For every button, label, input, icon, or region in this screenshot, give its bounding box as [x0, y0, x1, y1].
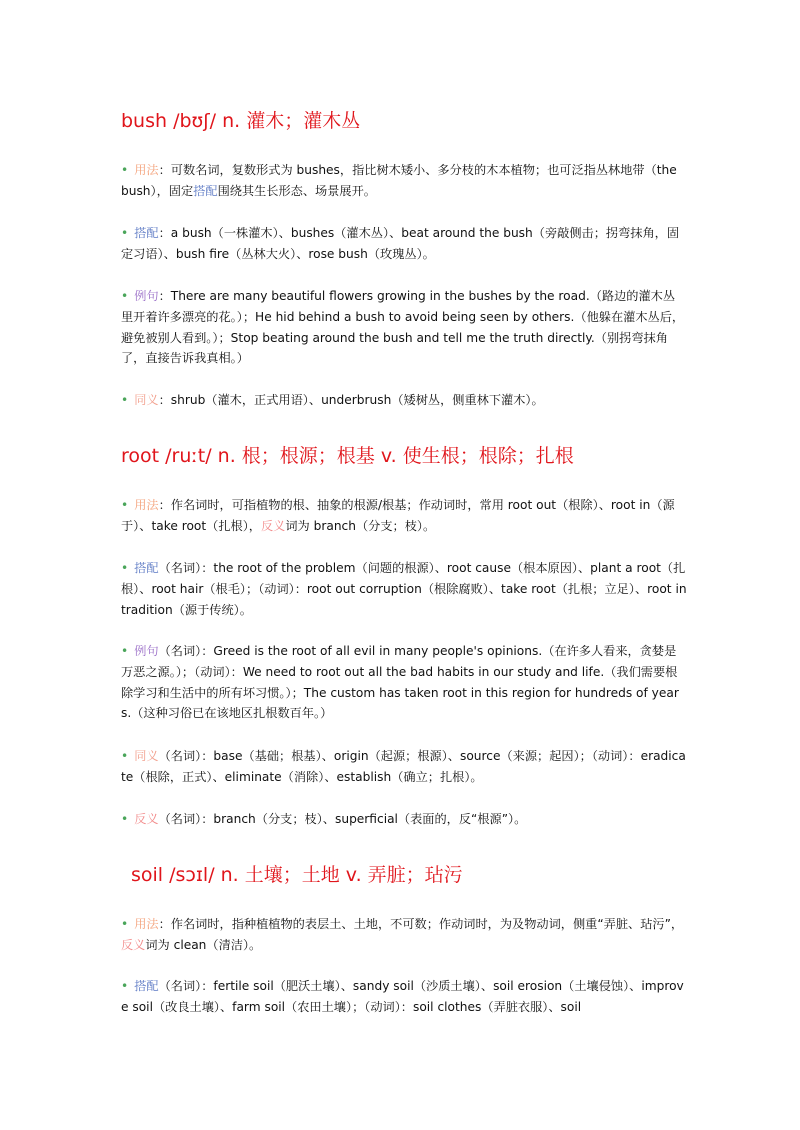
- usage-label: 用法: [134, 917, 159, 931]
- usage-paragraph-soil: [121, 914, 687, 956]
- examples-label: 例句: [134, 644, 159, 658]
- antonyms-label: 反义: [134, 812, 159, 826]
- usage-text: ：作名词时，可指植物的根、抽象的根源/根基；作动词时，常用 root out（根除）、root in（源于）、take root（扎根），: [121, 498, 675, 533]
- examples-paragraph-root: [121, 641, 687, 724]
- synonyms-label: 同义: [134, 749, 159, 763]
- synonyms-paragraph-root: [121, 746, 687, 788]
- collocations-paragraph-root: [121, 558, 687, 620]
- usage-text-end: 词为 clean（清洁）。: [145, 937, 262, 952]
- inline-antonym-term: 反义: [260, 518, 286, 533]
- collocations-text: ：a bush（一株灌木）、bushes（灌木丛）、beat around the bush（旁敲侧击；拐弯抹角，固定习语）、bush fire（丛林大火）、rose bush（玫瑰丛）。: [121, 226, 680, 261]
- usage-text: ：作名词时，指种植植物的表层土、土地，不可数；作动词时，为及物动词，侧重“弄脏、玷污”，: [158, 917, 684, 931]
- synonyms-text: （名词）：base（基础；根基）、origin（起源；根源）、source（来源；起因）；（动词）：eradicate（根除，正式）、eliminate（消除）、establish（确立；扎根）。: [121, 749, 686, 784]
- bullet-icon: •: [121, 812, 129, 826]
- inline-antonym-term: 反义: [121, 937, 146, 952]
- collocations-text: （名词）：the root of the problem（问题的根源）、root cause（根本原因）、plant a root（扎根）、root hair（根毛）；（动词）：root out corruption（根除腐败）、take root（扎根；立足）、root in tradition（源于传统）。: [121, 561, 687, 617]
- antonyms-text: （名词）：branch（分支；枝）、superficial（表面的，反“根源”）。: [158, 812, 527, 826]
- collocations-label: 搭配: [134, 226, 159, 240]
- antonyms-paragraph-root: [121, 809, 687, 830]
- usage-label: 用法: [134, 163, 159, 177]
- usage-text-end: 词为 branch（分支；枝）。: [285, 518, 436, 533]
- usage-paragraph-bush: [121, 160, 687, 202]
- bullet-icon: •: [121, 644, 129, 658]
- headword-root: root /ruːt/ n. 根；根源；根基 v. 使生根；根除；扎根: [121, 445, 574, 467]
- bullet-icon: •: [121, 289, 129, 303]
- synonyms-paragraph-bush: [121, 390, 687, 411]
- examples-label: 例句: [134, 289, 159, 303]
- examples-paragraph-bush: [121, 286, 687, 369]
- inline-collocation-term: 搭配: [193, 183, 218, 198]
- bullet-icon: •: [121, 163, 129, 177]
- usage-text-end: 围绕其生长形态、场景展开。: [217, 183, 376, 198]
- bullet-icon: •: [121, 979, 129, 993]
- collocations-label: 搭配: [134, 979, 159, 993]
- collocations-paragraph-bush: [121, 223, 687, 265]
- bullet-icon: •: [121, 226, 129, 240]
- usage-label: 用法: [134, 498, 159, 512]
- bullet-icon: •: [121, 498, 129, 512]
- synonyms-text: ：shrub（灌木，正式用语）、underbrush（矮树丛，侧重林下灌木）。: [158, 393, 544, 407]
- headword-bush: bush /bʊʃ/ n. 灌木；灌木丛: [121, 110, 361, 132]
- synonyms-label: 同义: [134, 393, 159, 407]
- bullet-icon: •: [121, 561, 129, 575]
- collocations-text: （名词）：fertile soil（肥沃土壤）、sandy soil（沙质土壤）、soil erosion（土壤侵蚀）、improve soil（改良土壤）、farm soil（农田土壤）；（动词）：soil clothes（弄脏衣服）、soil: [121, 979, 684, 1014]
- usage-text: ：可数名词，复数形式为 bushes，指比树木矮小、多分枝的木本植物；也可泛指丛林地带（the bush），固定: [121, 163, 677, 198]
- collocations-label: 搭配: [134, 561, 159, 575]
- collocations-paragraph-soil: [121, 976, 687, 1018]
- bullet-icon: •: [121, 393, 129, 407]
- bullet-icon: •: [121, 917, 129, 931]
- usage-paragraph-root: [121, 495, 687, 537]
- examples-text: （名词）：Greed is the root of all evil in many people's opinions.（在许多人看来，贪婪是万恶之源。）；（动词）：We need to root out all the bad habits in our study and life.（我们需要根除学习和生活中的所有坏习惯。）；The custom has taken root in this region for hundreds of years.（这种习俗已在该地区扎根数百年。）: [121, 644, 679, 721]
- examples-text: ：There are many beautiful flowers growing in the bushes by the road.（路边的灌木丛里开着许多漂亮的花。）；He hid behind a bush to avoid being seen by others.（他躲在灌木丛后，避免被别人看到。）；Stop beating around the bush and tell me the truth directly.（别拐弯抹角了，直接告诉我真相。）: [121, 289, 685, 366]
- bullet-icon: •: [121, 749, 129, 763]
- headword-soil: soil /sɔɪl/ n. 土壤；土地 v. 弄脏；玷污: [131, 864, 463, 886]
